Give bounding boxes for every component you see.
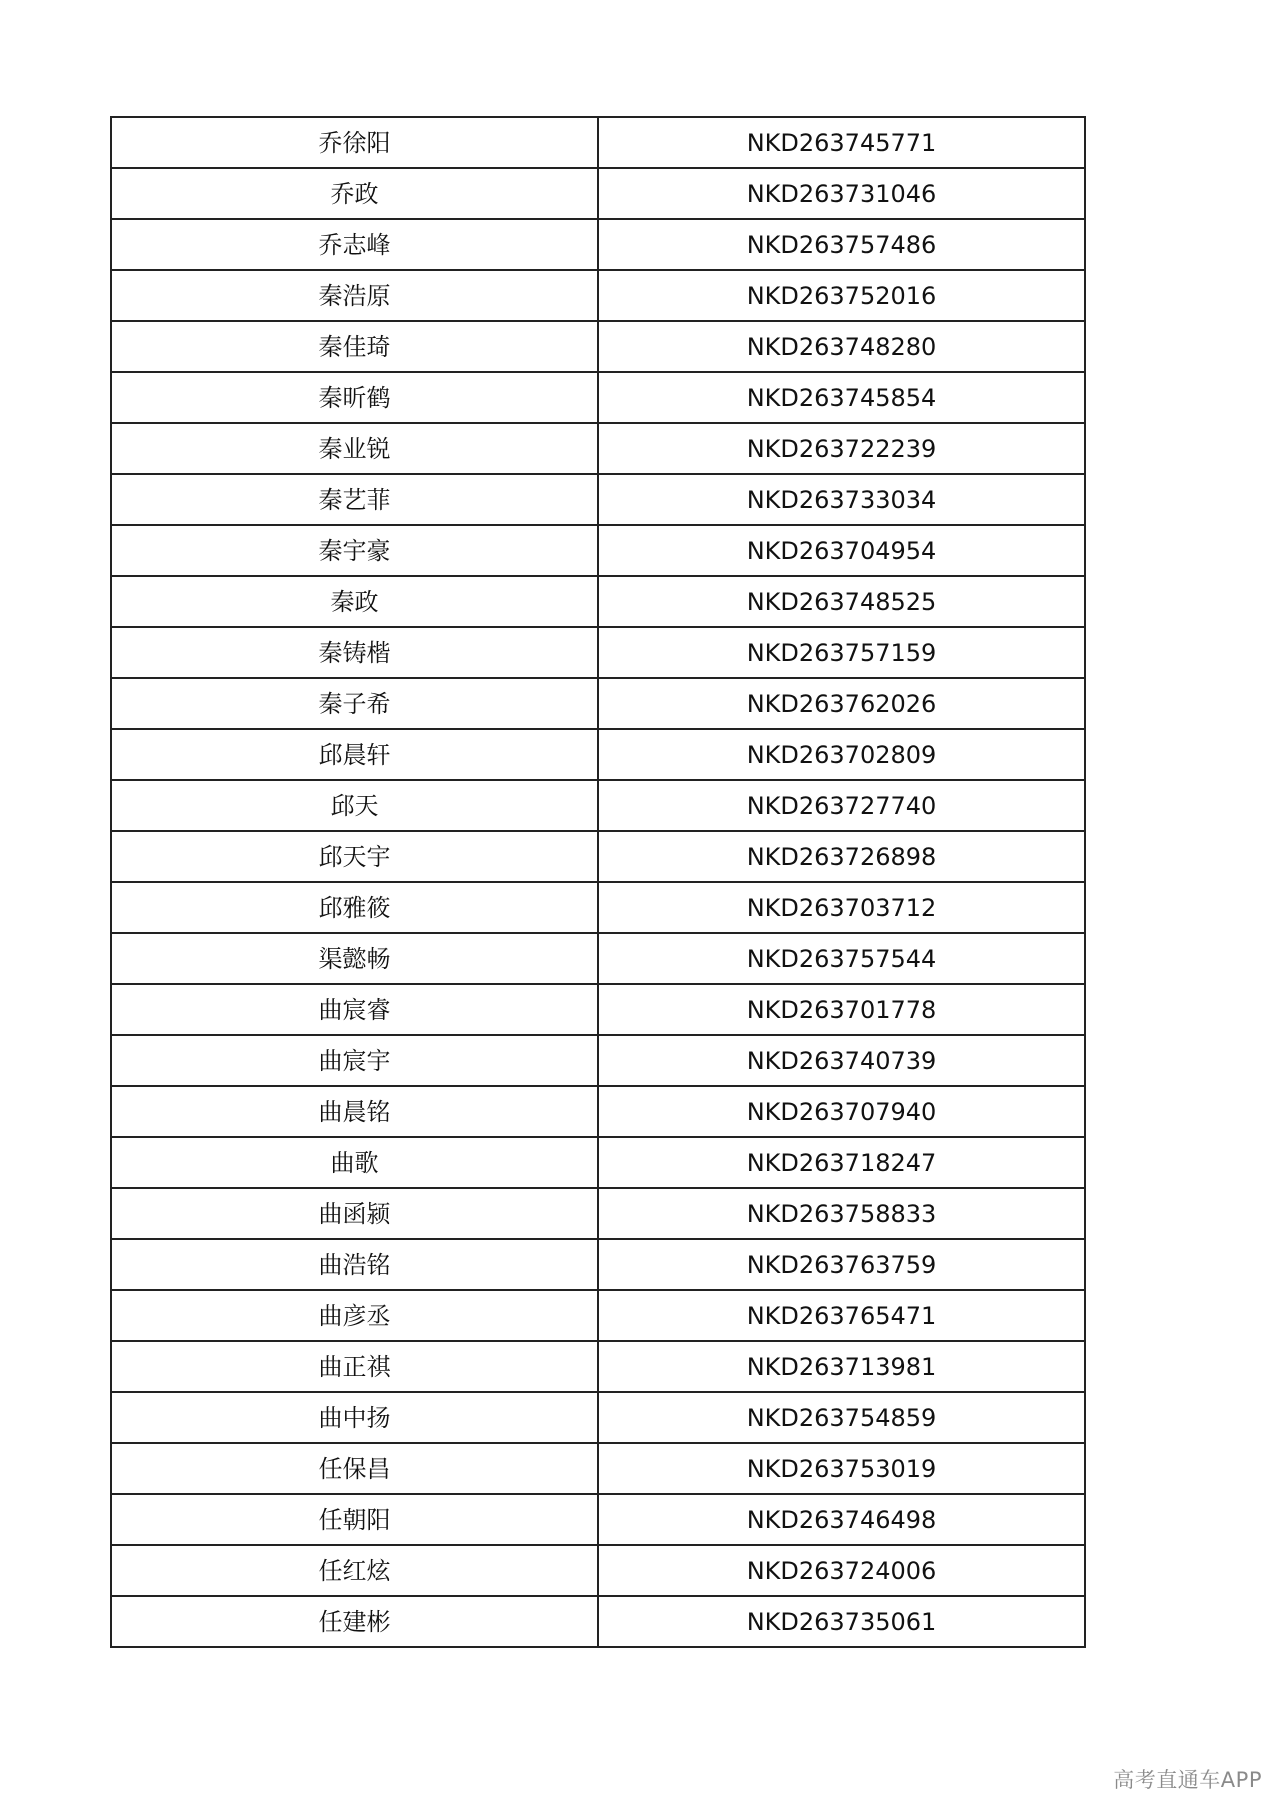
id-cell: NKD263701778 <box>598 984 1085 1035</box>
name-cell: 邱天宇 <box>111 831 598 882</box>
name-cell: 秦业锐 <box>111 423 598 474</box>
table-row <box>111 1443 1085 1494</box>
name-cell: 任朝阳 <box>111 1494 598 1545</box>
id-cell: NKD263748525 <box>598 576 1085 627</box>
id-cell: NKD263757159 <box>598 627 1085 678</box>
id-cell: NKD263735061 <box>598 1596 1085 1647</box>
name-cell: 邱天 <box>111 780 598 831</box>
id-cell: NKD263745854 <box>598 372 1085 423</box>
id-cell: NKD263731046 <box>598 168 1085 219</box>
name-cell: 任红炫 <box>111 1545 598 1596</box>
table-row <box>111 1392 1085 1443</box>
id-cell: NKD263726898 <box>598 831 1085 882</box>
name-cell: 秦浩原 <box>111 270 598 321</box>
name-cell: 乔徐阳 <box>111 117 598 168</box>
id-cell: NKD263733034 <box>598 474 1085 525</box>
table-row <box>111 1494 1085 1545</box>
id-cell: NKD263718247 <box>598 1137 1085 1188</box>
table-row <box>111 1341 1085 1392</box>
name-cell: 邱晨轩 <box>111 729 598 780</box>
id-cell: NKD263748280 <box>598 321 1085 372</box>
table-row <box>111 984 1085 1035</box>
table-row <box>111 1086 1085 1137</box>
table-row <box>111 1137 1085 1188</box>
name-cell: 曲晨铭 <box>111 1086 598 1137</box>
id-cell: NKD263757544 <box>598 933 1085 984</box>
id-cell: NKD263765471 <box>598 1290 1085 1341</box>
name-cell: 曲中扬 <box>111 1392 598 1443</box>
table-row <box>111 474 1085 525</box>
name-cell: 秦昕鹤 <box>111 372 598 423</box>
table-row <box>111 1239 1085 1290</box>
table-row <box>111 1188 1085 1239</box>
watermark-text: 高考直通车APP <box>1113 1768 1262 1792</box>
table-row <box>111 729 1085 780</box>
name-cell: 秦铸楷 <box>111 627 598 678</box>
table-row <box>111 1035 1085 1086</box>
table-row <box>111 933 1085 984</box>
name-cell: 乔志峰 <box>111 219 598 270</box>
table-row <box>111 780 1085 831</box>
table-row <box>111 117 1085 168</box>
id-cell: NKD263724006 <box>598 1545 1085 1596</box>
table-row <box>111 1596 1085 1647</box>
name-cell: 曲正祺 <box>111 1341 598 1392</box>
name-cell: 曲彦丞 <box>111 1290 598 1341</box>
name-cell: 曲浩铭 <box>111 1239 598 1290</box>
id-cell: NKD263704954 <box>598 525 1085 576</box>
name-cell: 曲宸睿 <box>111 984 598 1035</box>
table-row <box>111 627 1085 678</box>
table-row <box>111 525 1085 576</box>
id-cell: NKD263722239 <box>598 423 1085 474</box>
table-row <box>111 1545 1085 1596</box>
id-cell: NKD263746498 <box>598 1494 1085 1545</box>
id-cell: NKD263727740 <box>598 780 1085 831</box>
name-cell: 曲函颍 <box>111 1188 598 1239</box>
id-cell: NKD263763759 <box>598 1239 1085 1290</box>
name-cell: 秦子希 <box>111 678 598 729</box>
id-cell: NKD263703712 <box>598 882 1085 933</box>
roster-table-body <box>111 117 1085 1647</box>
id-cell: NKD263752016 <box>598 270 1085 321</box>
table-row <box>111 831 1085 882</box>
table-row <box>111 372 1085 423</box>
id-cell: NKD263757486 <box>598 219 1085 270</box>
table-row <box>111 882 1085 933</box>
id-cell: NKD263740739 <box>598 1035 1085 1086</box>
name-cell: 曲歌 <box>111 1137 598 1188</box>
name-cell: 秦艺菲 <box>111 474 598 525</box>
name-cell: 曲宸宇 <box>111 1035 598 1086</box>
table-row <box>111 576 1085 627</box>
name-cell: 乔政 <box>111 168 598 219</box>
table-row <box>111 1290 1085 1341</box>
id-cell: NKD263745771 <box>598 117 1085 168</box>
table-row <box>111 219 1085 270</box>
name-cell: 渠懿畅 <box>111 933 598 984</box>
name-cell: 任建彬 <box>111 1596 598 1647</box>
id-cell: NKD263762026 <box>598 678 1085 729</box>
table-row <box>111 270 1085 321</box>
name-cell: 邱雅筱 <box>111 882 598 933</box>
id-cell: NKD263702809 <box>598 729 1085 780</box>
table-row <box>111 678 1085 729</box>
table-row <box>111 321 1085 372</box>
table-row <box>111 168 1085 219</box>
id-cell: NKD263758833 <box>598 1188 1085 1239</box>
id-cell: NKD263753019 <box>598 1443 1085 1494</box>
name-cell: 秦佳琦 <box>111 321 598 372</box>
name-cell: 秦宇豪 <box>111 525 598 576</box>
name-cell: 秦政 <box>111 576 598 627</box>
table-row <box>111 423 1085 474</box>
id-cell: NKD263707940 <box>598 1086 1085 1137</box>
name-cell: 任保昌 <box>111 1443 598 1494</box>
roster-table <box>110 116 1086 1648</box>
id-cell: NKD263754859 <box>598 1392 1085 1443</box>
id-cell: NKD263713981 <box>598 1341 1085 1392</box>
